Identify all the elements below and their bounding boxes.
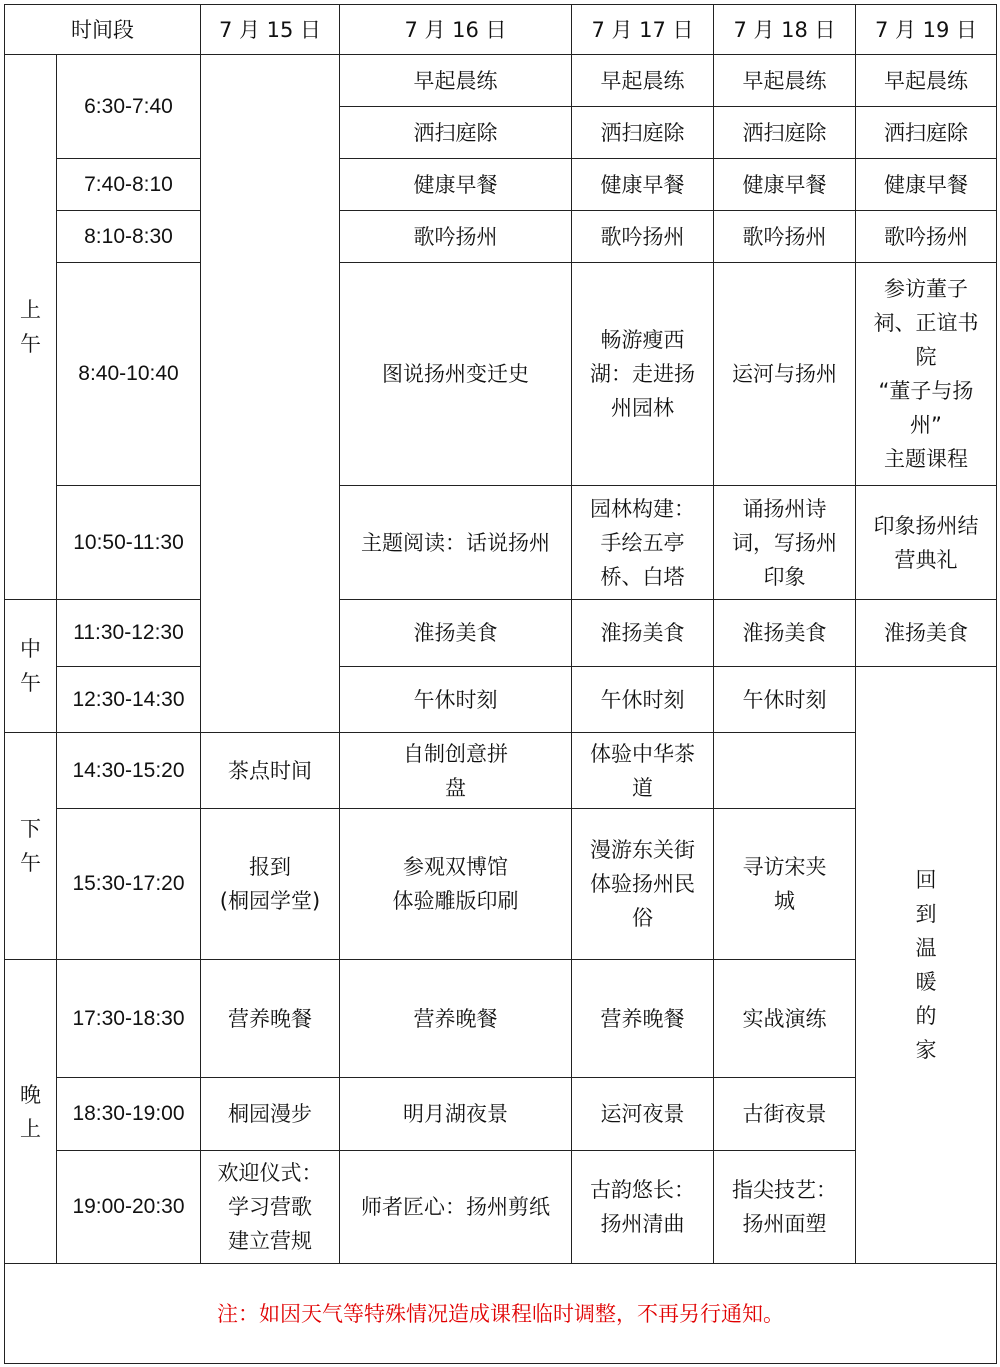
activity-cell: 印象扬州结 营典礼 [856, 486, 997, 600]
table-row [5, 1078, 997, 1151]
period-morning: 上午 [5, 55, 57, 600]
activity-cell: 茶点时间 [201, 733, 340, 809]
time-column-header: 时间段 [5, 5, 201, 55]
schedule-note: 注：如因天气等特殊情况造成课程临时调整，不再另行通知。 [5, 1264, 997, 1364]
table-row [5, 486, 997, 600]
activity-cell: 淮扬美食 [714, 600, 856, 667]
activity-cell: 桐园漫步 [201, 1078, 340, 1151]
note-row [5, 1264, 997, 1364]
table-row [5, 733, 997, 809]
table-row [5, 1151, 997, 1264]
time-slot: 8:40-10:40 [57, 263, 201, 486]
schedule-table [4, 4, 997, 1364]
activity-cell: 欢迎仪式： 学习营歌 建立营规 [201, 1151, 340, 1264]
activity-cell: 健康早餐 [572, 159, 714, 211]
activity-cell: 古韵悠长： 扬州清曲 [572, 1151, 714, 1264]
time-slot: 17:30-18:30 [57, 960, 201, 1078]
activity-cell: 参观双博馆 体验雕版印刷 [340, 809, 572, 960]
time-slot: 19:00-20:30 [57, 1151, 201, 1264]
activity-cell: 营养晚餐 [572, 960, 714, 1078]
activity-cell: 参访董子 祠、正谊书 院 “董子与扬 州” 主题课程 [856, 263, 997, 486]
activity-cell: 图说扬州变迁史 [340, 263, 572, 486]
date-header-jul15: 7 月 15 日 [201, 5, 340, 55]
activity-cell: 健康早餐 [856, 159, 997, 211]
table-row [5, 667, 997, 733]
activity-cell: 歌吟扬州 [714, 211, 856, 263]
date-header-jul19: 7 月 19 日 [856, 5, 997, 55]
activity-cell: 午休时刻 [340, 667, 572, 733]
period-afternoon: 下午 [5, 733, 57, 960]
activity-cell: 午休时刻 [714, 667, 856, 733]
activity-cell: 歌吟扬州 [340, 211, 572, 263]
activity-cell: 歌吟扬州 [856, 211, 997, 263]
activity-cell: 营养晚餐 [340, 960, 572, 1078]
activity-cell: 洒扫庭除 [340, 107, 572, 159]
activity-cell: 健康早餐 [340, 159, 572, 211]
time-slot: 8:10-8:30 [57, 211, 201, 263]
table-row [5, 960, 997, 1078]
activity-cell: 洒扫庭除 [572, 107, 714, 159]
activity-cell: 畅游瘦西 湖：走进扬 州园林 [572, 263, 714, 486]
time-slot: 18:30-19:00 [57, 1078, 201, 1151]
period-noon: 中午 [5, 600, 57, 733]
go-home-cell: 回到温暖的家 [856, 667, 997, 1264]
activity-cell: 体验中华茶 道 [572, 733, 714, 809]
activity-cell: 漫游东关街 体验扬州民 俗 [572, 809, 714, 960]
activity-cell: 运河与扬州 [714, 263, 856, 486]
activity-cell: 午休时刻 [572, 667, 714, 733]
date-header-jul18: 7 月 18 日 [714, 5, 856, 55]
time-slot: 6:30-7:40 [57, 55, 201, 159]
activity-cell: 早起晨练 [572, 55, 714, 107]
activity-cell: 指尖技艺： 扬州面塑 [714, 1151, 856, 1264]
time-slot: 15:30-17:20 [57, 809, 201, 960]
activity-cell: 淮扬美食 [340, 600, 572, 667]
activity-cell: 师者匠心：扬州剪纸 [340, 1151, 572, 1264]
date-header-jul17: 7 月 17 日 [572, 5, 714, 55]
activity-cell: 寻访宋夹 城 [714, 809, 856, 960]
activity-cell: 诵扬州诗 词，写扬州 印象 [714, 486, 856, 600]
table-row [5, 55, 997, 107]
table-row [5, 600, 997, 667]
activity-cell: 早起晨练 [714, 55, 856, 107]
table-row [5, 159, 997, 211]
period-evening: 晚上 [5, 960, 57, 1264]
activity-cell: 园林构建： 手绘五亭 桥、白塔 [572, 486, 714, 600]
activity-cell: 歌吟扬州 [572, 211, 714, 263]
date-header-jul16: 7 月 16 日 [340, 5, 572, 55]
table-row [5, 263, 997, 486]
activity-cell: 早起晨练 [340, 55, 572, 107]
activity-cell: 营养晚餐 [201, 960, 340, 1078]
activity-cell: 自制创意拼 盘 [340, 733, 572, 809]
activity-cell: 实战演练 [714, 960, 856, 1078]
time-slot: 12:30-14:30 [57, 667, 201, 733]
activity-cell: 洒扫庭除 [714, 107, 856, 159]
jul15-empty-cell [201, 55, 340, 733]
time-slot: 10:50-11:30 [57, 486, 201, 600]
time-slot: 11:30-12:30 [57, 600, 201, 667]
activity-cell: 明月湖夜景 [340, 1078, 572, 1151]
activity-cell: 运河夜景 [572, 1078, 714, 1151]
activity-cell: 古街夜景 [714, 1078, 856, 1151]
table-row [5, 809, 997, 960]
activity-cell: 洒扫庭除 [856, 107, 997, 159]
activity-cell: 健康早餐 [714, 159, 856, 211]
activity-cell: 主题阅读：话说扬州 [340, 486, 572, 600]
time-slot: 7:40-8:10 [57, 159, 201, 211]
activity-cell: 淮扬美食 [856, 600, 997, 667]
activity-cell: 淮扬美食 [572, 600, 714, 667]
time-slot: 14:30-15:20 [57, 733, 201, 809]
header-row [5, 5, 997, 55]
table-row [5, 211, 997, 263]
activity-cell: 报到 (桐园学堂) [201, 809, 340, 960]
activity-cell: 早起晨练 [856, 55, 997, 107]
